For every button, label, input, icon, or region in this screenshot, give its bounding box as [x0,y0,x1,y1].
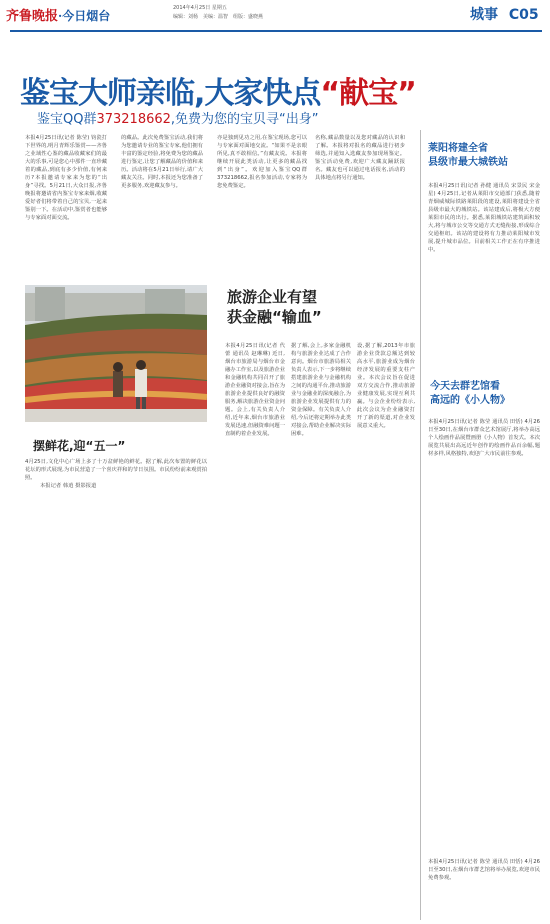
lead-subhead: 鉴宝QQ群373218662,免费为您的宝贝寻“出身” [37,112,319,127]
blank-area [18,545,413,910]
photo-caption-body: 4月25日,文化中心广场上多了十万盆鲜艳的鲜花。据了解,此次布置的鲜花以花坛的形式展现,为市民营造了一个喜庆祥和的节日氛围。市民纷纷前来观赏拍照。 [25,459,207,481]
travel-column-2: 据了解,会上,多家金融机构与旅游企业达成了合作意向。烟台市旅游局相关负责人表示,下一步将继续搭建旅游企业与金融机构之间的沟通平台,推动旅游业与金融业的深度融合,为旅游企业发展提供有力的资金保障。有关负责人介绍,今后还将定期举办此类对接会,帮助企业解决实际困难。 [291,343,351,437]
lead-column-1: 本报4月25日讯(记者 陈莹) 钧瓷打下世界的,明月青辉乐鉴赏——齐鲁之业域性心鉴的藏品收藏家们的最大的乐事,可是您心中那件一直珍藏着的藏品,到底有多少价值,有何来历?本报邀请专家来为您的“出身”寻找。5月21日,大众日报,齐鲁晚报将邀请省内鉴宝专家来烟,收藏爱好者们将带着自己的宝贝,一起来鉴别一下。在活动中,鉴赏者也能够与专家面对面交流。 [25,135,107,221]
page-number: C05 [508,7,539,23]
newspaper-name: 齐鲁晚报 [6,9,59,24]
photo-credit: 本报记者 韩逍 摄影报道 [40,483,97,489]
gallery-headline: 今天去群艺馆看 高远的《小人物》 [430,381,510,406]
lead-column-4: 名称,藏品数量以及您对藏品的认识和了解。本报将对报名的藏品进行初步筛选,并通知入选藏友参加现场鉴定。鉴宝活动免费,欢迎广大藏友踊跃报名。藏友也可以通过电话报名,活动的具体地点将另行通知。 [315,135,405,181]
lead-headline: 鉴宝大师亲临,大家快点“献宝” [20,76,416,111]
flower-photo [25,285,207,422]
gallery-body-continued: 本报4月25日讯(记者 陈莹 通讯员 田恬) 4月26日至30日,在烟台市群艺馆将举办展览,欢迎市民免费参观。 [428,859,540,881]
photo-caption-headline: 摆鲜花,迎“五一” [33,439,126,453]
qq-group-number: 373218662 [96,112,171,127]
edition-name: 今日烟台 [62,9,111,23]
masthead: 齐鲁晚报·今日烟台 [6,9,111,24]
gallery-body: 本报4月25日讯(记者 陈莹 通讯员 田恬) 4月26日至30日,在烟台市群众艺术馆展厅,将举办高远个人绘画作品展暨画册《小人物》首发式。本次展览共展出高远近年创作的绘画作品百余幅,题材多样,风格独特,欢迎广大市民前往参观。 [428,419,540,457]
lead-column-3: 亦是独到见功之用,在鉴宝现场,您可以与专家面对面地交流。“如果不是亲眼所见,真不敢相信。”有藏友说。本报将继续开展此类活动,让更多的藏品找到“出身”。欢迎加入鉴宝QQ群373218662,报名参加活动,专家将为您免费鉴定。 [217,135,307,189]
header-rule [10,30,542,32]
section-label [470,4,539,24]
column-divider [420,130,421,920]
laiyang-body: 本报4月25日讯(记者 孙健 通讯员 宋景民 宋金星) 4月25日,记者从莱阳市交通部门获悉,随着青烟威城际铁路莱阳段的建设,莱阳将建设全省县级市最大的城铁站。该站建成后,将极大方便莱阳市民的出行。据悉,莱阳城铁站建筑面积较大,将与城市公交等交通方式无缝衔接,形成综合交通枢纽。该站的建设将有力推动莱阳城市发展,提升城市品位。目前相关工作正在有序推进中。 [428,183,540,253]
page-header [0,0,550,30]
travel-column-1: 本报4月25日讯(记者 代蕾 通讯员 赵琳琳) 近日,烟台市旅游局与烟台市金融办工作室,以及旅游企业和金融机构共同召开了旅游企业融资对接会,旨在为旅游企业提供良好的融资服务,解决旅游企业资金问题。会上,有关负责人介绍,近年来,烟台市旅游业发展迅速,但融资难问题一直制约着企业发展。 [225,343,285,437]
dateline: 2014年4月25日 星期五 [173,5,227,11]
lead-column-2: 的藏品。此次免费鉴宝活动,我们将为您邀请专业的鉴宝专家,他们拥有丰富的鉴定经验,将免费为您的藏品进行鉴定,让您了解藏品的价值和来历。活动将在5月21日举行,请广大藏友关注。同时,本报还为您准备了更多服务,欢迎藏友参与。 [121,135,203,189]
editors-line: 编辑：刘杨 美编：温智 组版：盛晓燕 [173,14,264,20]
laiyang-headline: 莱阳将建全省 县级市最大城铁站 [428,143,508,168]
headline-highlight: “献宝” [320,76,416,111]
travel-column-3: 设,据了解,2013年市旅游企业贷款总额达到较高水平,旅游业成为烟台经济发展的重要支柱产业。本次会议旨在促进双方交流合作,推动旅游业健康发展,实现互利共赢。与会企业纷纷表示,此次会议为企业融资打开了新的渠道,对企业发展意义重大。 [357,343,415,429]
flower-square-image [25,285,207,422]
section-name: 城事 [470,7,498,23]
travel-headline: 旅游企业有望 获金融“输血” [227,288,322,326]
